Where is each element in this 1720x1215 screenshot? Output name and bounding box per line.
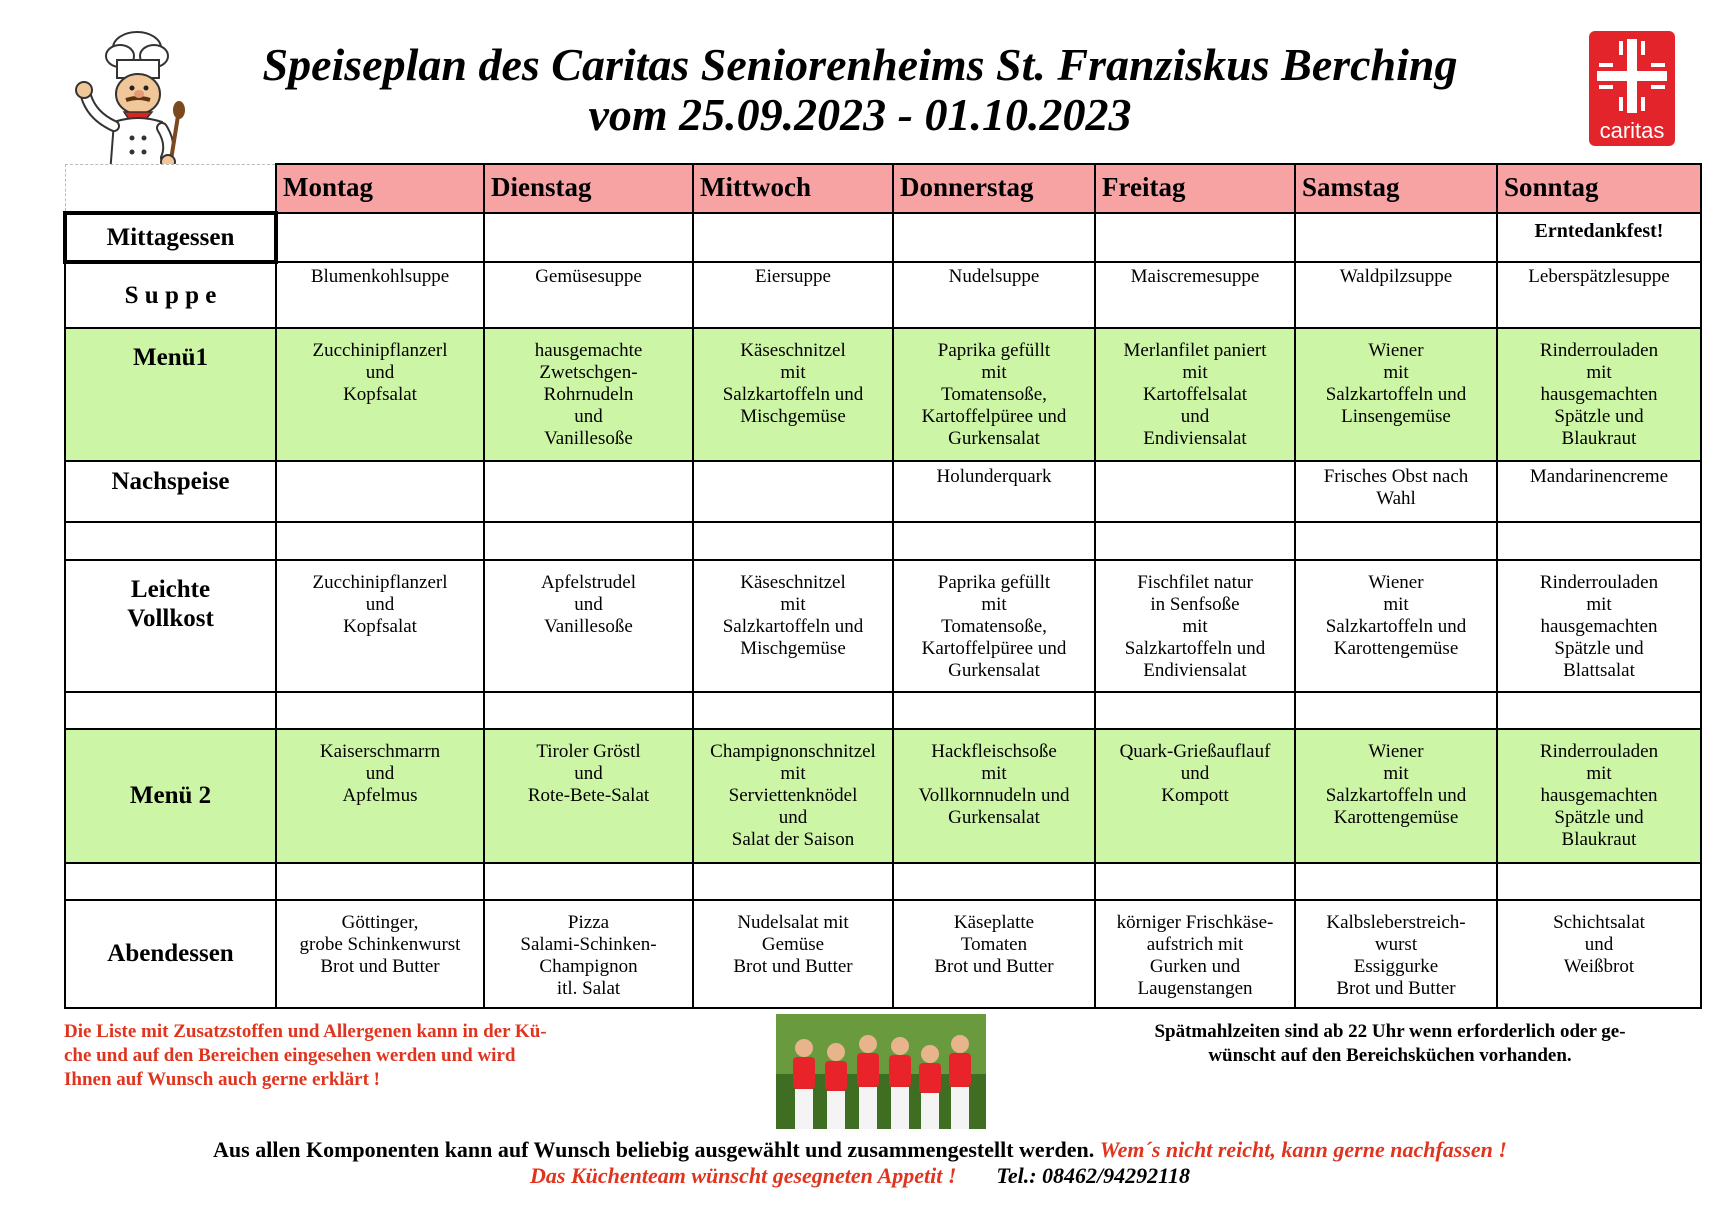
row-label-suppe: S u p p e bbox=[65, 262, 276, 328]
table-cell bbox=[484, 461, 693, 522]
mittagessen-row bbox=[65, 213, 1701, 262]
spacer-row bbox=[65, 692, 1701, 729]
empty-cell bbox=[276, 863, 484, 900]
table-cell: Wiener mit Salzkartoffeln und Karottengemüse bbox=[1295, 729, 1497, 862]
day-header-row bbox=[65, 164, 1701, 213]
empty-cell bbox=[1497, 692, 1701, 729]
table-cell: Zucchinipflanzerl und Kopfsalat bbox=[276, 560, 484, 692]
empty-cell bbox=[276, 692, 484, 729]
row-label-nachspeise: Nachspeise bbox=[65, 461, 276, 522]
row-label-menu2: Menü 2 bbox=[65, 729, 276, 862]
table-cell: Quark-Grießauflauf und Kompott bbox=[1095, 729, 1295, 862]
table-cell: Wiener mit Salzkartoffeln und Karottengemüse bbox=[1295, 560, 1497, 692]
empty-cell bbox=[1295, 522, 1497, 560]
row-label-menu1: Menü1 bbox=[65, 328, 276, 460]
empty-cell bbox=[893, 692, 1095, 729]
table-cell bbox=[1095, 461, 1295, 522]
day-header-sunday: Sonntag bbox=[1497, 164, 1701, 213]
empty-cell bbox=[693, 522, 893, 560]
table-cell bbox=[1095, 213, 1295, 262]
footer-selection-text: Aus allen Komponenten kann auf Wunsch beliebig ausgewählt und zusammengestellt werden. bbox=[213, 1137, 1095, 1162]
empty-cell bbox=[1095, 692, 1295, 729]
table-cell: Tiroler Gröstl und Rote-Bete-Salat bbox=[484, 729, 693, 862]
table-cell: Göttinger, grobe Schinkenwurst Brot und Butter bbox=[276, 900, 484, 1008]
table-cell: Käseschnitzel mit Salzkartoffeln und Mischgemüse bbox=[693, 328, 893, 460]
day-header-saturday: Samstag bbox=[1295, 164, 1497, 213]
table-cell: Paprika gefüllt mit Tomatensoße, Kartoffelpüree und Gurkensalat bbox=[893, 560, 1095, 692]
late-meals-note: Spätmahlzeiten sind ab 22 Uhr wenn erforderlich oder ge- wünscht auf den Bereichsküchen vorhanden. bbox=[1154, 1021, 1626, 1066]
day-header-tuesday: Dienstag bbox=[484, 164, 693, 213]
allergen-note: Die Liste mit Zusatzstoffen und Allergenen kann in der Kü- che und auf den Bereichen eingesehen werden und wird Ihnen auf Wunsch auch gerne erklärt ! bbox=[64, 1021, 547, 1090]
empty-cell bbox=[484, 522, 693, 560]
table-cell: Kalbsleberstreich- wurst Essiggurke Brot und Butter bbox=[1295, 900, 1497, 1008]
table-cell: Champignonschnitzel mit Serviettenknödel und Salat der Saison bbox=[693, 729, 893, 862]
table-cell: Wiener mit Salzkartoffeln und Linsengemüse bbox=[1295, 328, 1497, 460]
table-cell: Leberspätzlesuppe bbox=[1497, 262, 1701, 328]
empty-cell bbox=[1497, 522, 1701, 560]
footer-phone: Tel.: 08462/94292118 bbox=[996, 1163, 1190, 1188]
leichte-vollkost-row bbox=[65, 560, 1701, 692]
nachspeise-row bbox=[65, 461, 1701, 522]
table-cell: Schichtsalat und Weißbrot bbox=[1497, 900, 1701, 1008]
footer-line-2 bbox=[0, 1163, 1720, 1189]
suppe-row bbox=[65, 262, 1701, 328]
day-header-wednesday: Mittwoch bbox=[693, 164, 893, 213]
empty-cell bbox=[1095, 863, 1295, 900]
empty-cell bbox=[693, 863, 893, 900]
table-cell: Rinderrouladen mit hausgemachten Spätzle und Blattsalat bbox=[1497, 560, 1701, 692]
menu2-row bbox=[65, 729, 1701, 862]
empty-cell bbox=[65, 863, 276, 900]
empty-cell bbox=[1497, 863, 1701, 900]
empty-cell bbox=[693, 692, 893, 729]
table-cell: Fischfilet natur in Senfsoße mit Salzkartoffeln und Endiviensalat bbox=[1095, 560, 1295, 692]
table-cell bbox=[893, 213, 1095, 262]
table-cell: Frisches Obst nach Wahl bbox=[1295, 461, 1497, 522]
table-cell bbox=[276, 213, 484, 262]
table-cell bbox=[484, 213, 693, 262]
table-cell: Nudelsalat mit Gemüse Brot und Butter bbox=[693, 900, 893, 1008]
empty-cell bbox=[484, 863, 693, 900]
table-cell bbox=[693, 213, 893, 262]
table-cell: Nudelsuppe bbox=[893, 262, 1095, 328]
table-cell: Gemüsesuppe bbox=[484, 262, 693, 328]
abendessen-row bbox=[65, 900, 1701, 1008]
table-cell: Kaiserschmarrn und Apfelmus bbox=[276, 729, 484, 862]
empty-cell bbox=[65, 522, 276, 560]
table-cell: Paprika gefüllt mit Tomatensoße, Kartoffelpüree und Gurkensalat bbox=[893, 328, 1095, 460]
table-cell: Käseschnitzel mit Salzkartoffeln und Mischgemüse bbox=[693, 560, 893, 692]
table-cell: Apfelstrudel und Vanillesoße bbox=[484, 560, 693, 692]
caritas-flame-cross-icon bbox=[1589, 31, 1675, 121]
special-occasion-label: Erntedankfest! bbox=[1497, 213, 1701, 262]
table-cell: Waldpilzsuppe bbox=[1295, 262, 1497, 328]
row-label-abendessen: Abendessen bbox=[65, 900, 276, 1008]
table-cell: Maiscremesuppe bbox=[1095, 262, 1295, 328]
day-header-monday: Montag bbox=[276, 164, 484, 213]
footer-appetite-text: Das Küchenteam wünscht gesegneten Appetit ! bbox=[530, 1163, 957, 1188]
menu1-row bbox=[65, 328, 1701, 460]
row-label-mittagessen: Mittagessen bbox=[65, 213, 276, 262]
day-header-thursday: Donnerstag bbox=[893, 164, 1095, 213]
empty-cell bbox=[484, 692, 693, 729]
empty-cell bbox=[893, 863, 1095, 900]
table-cell: Pizza Salami-Schinken- Champignon itl. Salat bbox=[484, 900, 693, 1008]
page-title: Speiseplan des Caritas Seniorenheims St. Franziskus Berching bbox=[262, 39, 1458, 90]
table-cell bbox=[276, 461, 484, 522]
table-cell bbox=[693, 461, 893, 522]
date-range: vom 25.09.2023 - 01.10.2023 bbox=[588, 89, 1132, 140]
empty-cell bbox=[1295, 863, 1497, 900]
day-header-friday: Freitag bbox=[1095, 164, 1295, 213]
menu-table bbox=[63, 163, 1702, 1009]
spacer-row bbox=[65, 522, 1701, 560]
empty-cell bbox=[65, 692, 276, 729]
caritas-wordmark: caritas bbox=[1599, 118, 1665, 143]
empty-cell bbox=[276, 522, 484, 560]
table-cell: Blumenkohlsuppe bbox=[276, 262, 484, 328]
table-cell bbox=[1295, 213, 1497, 262]
table-cell: Rinderrouladen mit hausgemachten Spätzle und Blaukraut bbox=[1497, 729, 1701, 862]
table-cell: Merlanfilet paniert mit Kartoffelsalat und Endiviensalat bbox=[1095, 328, 1295, 460]
caritas-logo bbox=[1589, 31, 1675, 146]
corner-cell bbox=[65, 164, 276, 213]
table-cell: Käseplatte Tomaten Brot und Butter bbox=[893, 900, 1095, 1008]
table-cell: Rinderrouladen mit hausgemachten Spätzle und Blaukraut bbox=[1497, 328, 1701, 460]
footer-second-helping-text: Wem´s nicht reicht, kann gerne nachfassen ! bbox=[1099, 1137, 1507, 1162]
empty-cell bbox=[1095, 522, 1295, 560]
spacer-row bbox=[65, 863, 1701, 900]
table-cell: hausgemachte Zwetschgen- Rohrnudeln und Vanillesoße bbox=[484, 328, 693, 460]
kitchen-team-photo bbox=[776, 1014, 986, 1129]
table-cell: Mandarinencreme bbox=[1497, 461, 1701, 522]
empty-cell bbox=[1295, 692, 1497, 729]
table-cell: Holunderquark bbox=[893, 461, 1095, 522]
table-cell: Zucchinipflanzerl und Kopfsalat bbox=[276, 328, 484, 460]
footer-line-1 bbox=[0, 1137, 1720, 1163]
table-cell: Eiersuppe bbox=[693, 262, 893, 328]
row-label-leichte-vollkost: Leichte Vollkost bbox=[65, 560, 276, 692]
empty-cell bbox=[893, 522, 1095, 560]
table-cell: körniger Frischkäse- aufstrich mit Gurken und Laugenstangen bbox=[1095, 900, 1295, 1008]
table-cell: Hackfleischsoße mit Vollkornnudeln und Gurkensalat bbox=[893, 729, 1095, 862]
